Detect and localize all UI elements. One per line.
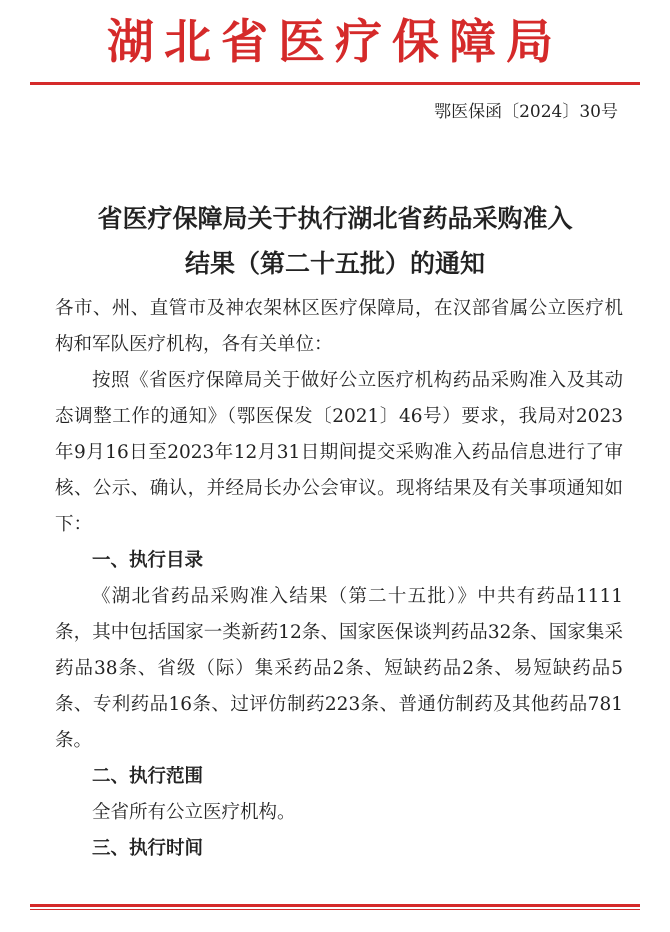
footer-red-rule bbox=[30, 904, 640, 907]
section-text-scope: 全省所有公立医疗机构。 bbox=[92, 802, 296, 823]
header-red-rule bbox=[30, 82, 640, 85]
document-number: 鄂医保函〔2024〕30号 bbox=[434, 102, 618, 122]
recipients-paragraph: 各市、州、直管市及神农架林区医疗保障局，在汉部省属公立医疗机构和军队医疗机构，各有关单位： bbox=[55, 298, 623, 355]
section-text-catalog: 《湖北省药品采购准入结果（第二十五批）》中共有药品1111条，其中包括国家一类新药12条、国家医保谈判药品32条、国家集采药品38条、省级（际）集采药品2条、短缺药品2条、易短缺药品5条、专利药品16条、过评仿制药223条、普通仿制药及其他药品781条。 bbox=[55, 586, 623, 751]
intro-paragraph: 按照《省医疗保障局关于做好公立医疗机构药品采购准入及其动态调整工作的通知》（鄂医保发〔2021〕46号）要求，我局对2023年9月16日至2023年12月31日期间提交采购准入药品信息进行了审核、公示、确认，并经局长办公会审议。现将结果及有关事项通知如下： bbox=[55, 370, 623, 535]
agency-header: 湖北省医疗保障局 bbox=[107, 15, 563, 70]
title-line-2: 结果（第二十五批）的通知 bbox=[184, 249, 485, 278]
footer-red-rule-thin bbox=[30, 909, 640, 910]
document-title bbox=[30, 196, 640, 286]
section-heading-time: 三、执行时间 bbox=[92, 838, 204, 859]
document-body bbox=[55, 291, 623, 867]
section-heading-scope: 二、执行范围 bbox=[92, 766, 204, 787]
title-line-1: 省医疗保障局关于执行湖北省药品采购准入 bbox=[97, 204, 573, 233]
section-heading-catalog: 一、执行目录 bbox=[92, 550, 204, 571]
